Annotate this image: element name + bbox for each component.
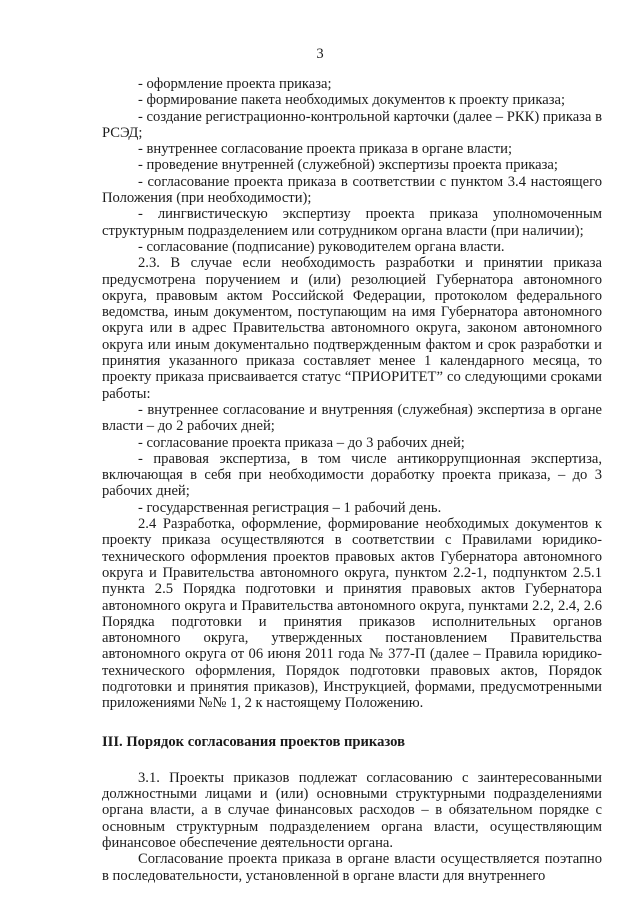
- clause-3-1: 3.1. Проекты приказов подлежат согласованию с заинтересованными должностными лицами и (или) основными структурными подразделениями органа власти, а в случае финансовых расходов – в обязательном порядке с основным структурным подразделением органа власти, осуществляющим финансовое обеспечение деятельности органа.: [102, 769, 602, 852]
- list-item: - лингвистическую экспертизу проекта приказа уполномоченным структурным подразделением или сотрудником органа власти (при наличии);: [102, 206, 602, 239]
- list-item: - согласование (подписание) руководителем органа власти.: [138, 238, 505, 255]
- list-item: - внутреннее согласование проекта приказа в органе власти;: [138, 141, 513, 158]
- list-item: - правовая экспертиза, в том числе антикоррупционная экспертиза, включающая в себя при необходимости доработку проекта приказа, – до 3 рабочих дней;: [102, 450, 602, 500]
- list-item: - оформление проекта приказа;: [138, 76, 332, 92]
- paragraph: Согласование проекта приказа в органе власти осуществляется поэтапно в последовательности, установленной в органе власти для внутреннего: [102, 851, 602, 884]
- list-item: - внутреннее согласование и внутренняя (служебная) экспертиза в органе власти – до 2 рабочих дней;: [102, 401, 602, 435]
- page-number: 3: [316, 46, 324, 62]
- list-item: - проведение внутренней (служебной) экспертизы проекта приказа;: [138, 157, 558, 174]
- clause-2-3: 2.3. В случае если необходимость разработки и принятии приказа предусмотрена поручением и (или) резолюцией Губернатора автономного округа, правовым актом Российской Федерации, протоколом федерального ведомства, иным документом, поступающим на имя Губернатора автономного округа или в адрес Правительства автономного округа, законом автономного округа или иным документально подтвержденным фактом и срок разработки и принятия указанного приказа составляет менее 1 календарного месяца, то проекту приказа присваивается статус “ПРИОРИТЕТ” со следующими сроками работы:: [102, 255, 602, 402]
- list-item: - формирование пакета необходимых документов к проекту приказа;: [138, 92, 566, 109]
- list-item: - согласование проекта приказа – до 3 рабочих дней;: [138, 434, 465, 451]
- section-heading: III. Порядок согласования проектов приказов: [102, 733, 405, 750]
- list-item: - согласование проекта приказа в соответствии с пунктом 3.4 настоящего Положения (при необходимости);: [102, 173, 602, 207]
- list-item: - государственная регистрация – 1 рабочий день.: [138, 499, 442, 516]
- document-body: [102, 76, 602, 884]
- clause-2-4: 2.4 Разработка, оформление, формирование необходимых документов к проекту приказа осуществляются в соответствии с Правилами юридико-технического оформления проектов правовых актов Губернатора автономного округа и Правительства автономного округа, пунктом 2.2-1, подпунктом 2.5.1 пункта 2.5 Порядка подготовки и принятия правовых актов Губернатора автономного округа и Правительства автономного округа, пунктами 2.2, 2.4, 2.6 Порядка подготовки и принятия приказов исполнительных органов автономного округа, утвержденных постановлением Правительства автономного округа от 06 июня 2011 года № 377-П (далее – Правила юридико-технического оформления, Порядок подготовки правовых актов, Порядок подготовки и принятия приказов), Инструкцией, формами, предусмотренными приложениями №№ 1, 2 к настоящему Положению.: [102, 516, 602, 712]
- list-item: - создание регистрационно-контрольной карточки (далее – РКК) приказа в РСЭД;: [102, 108, 602, 141]
